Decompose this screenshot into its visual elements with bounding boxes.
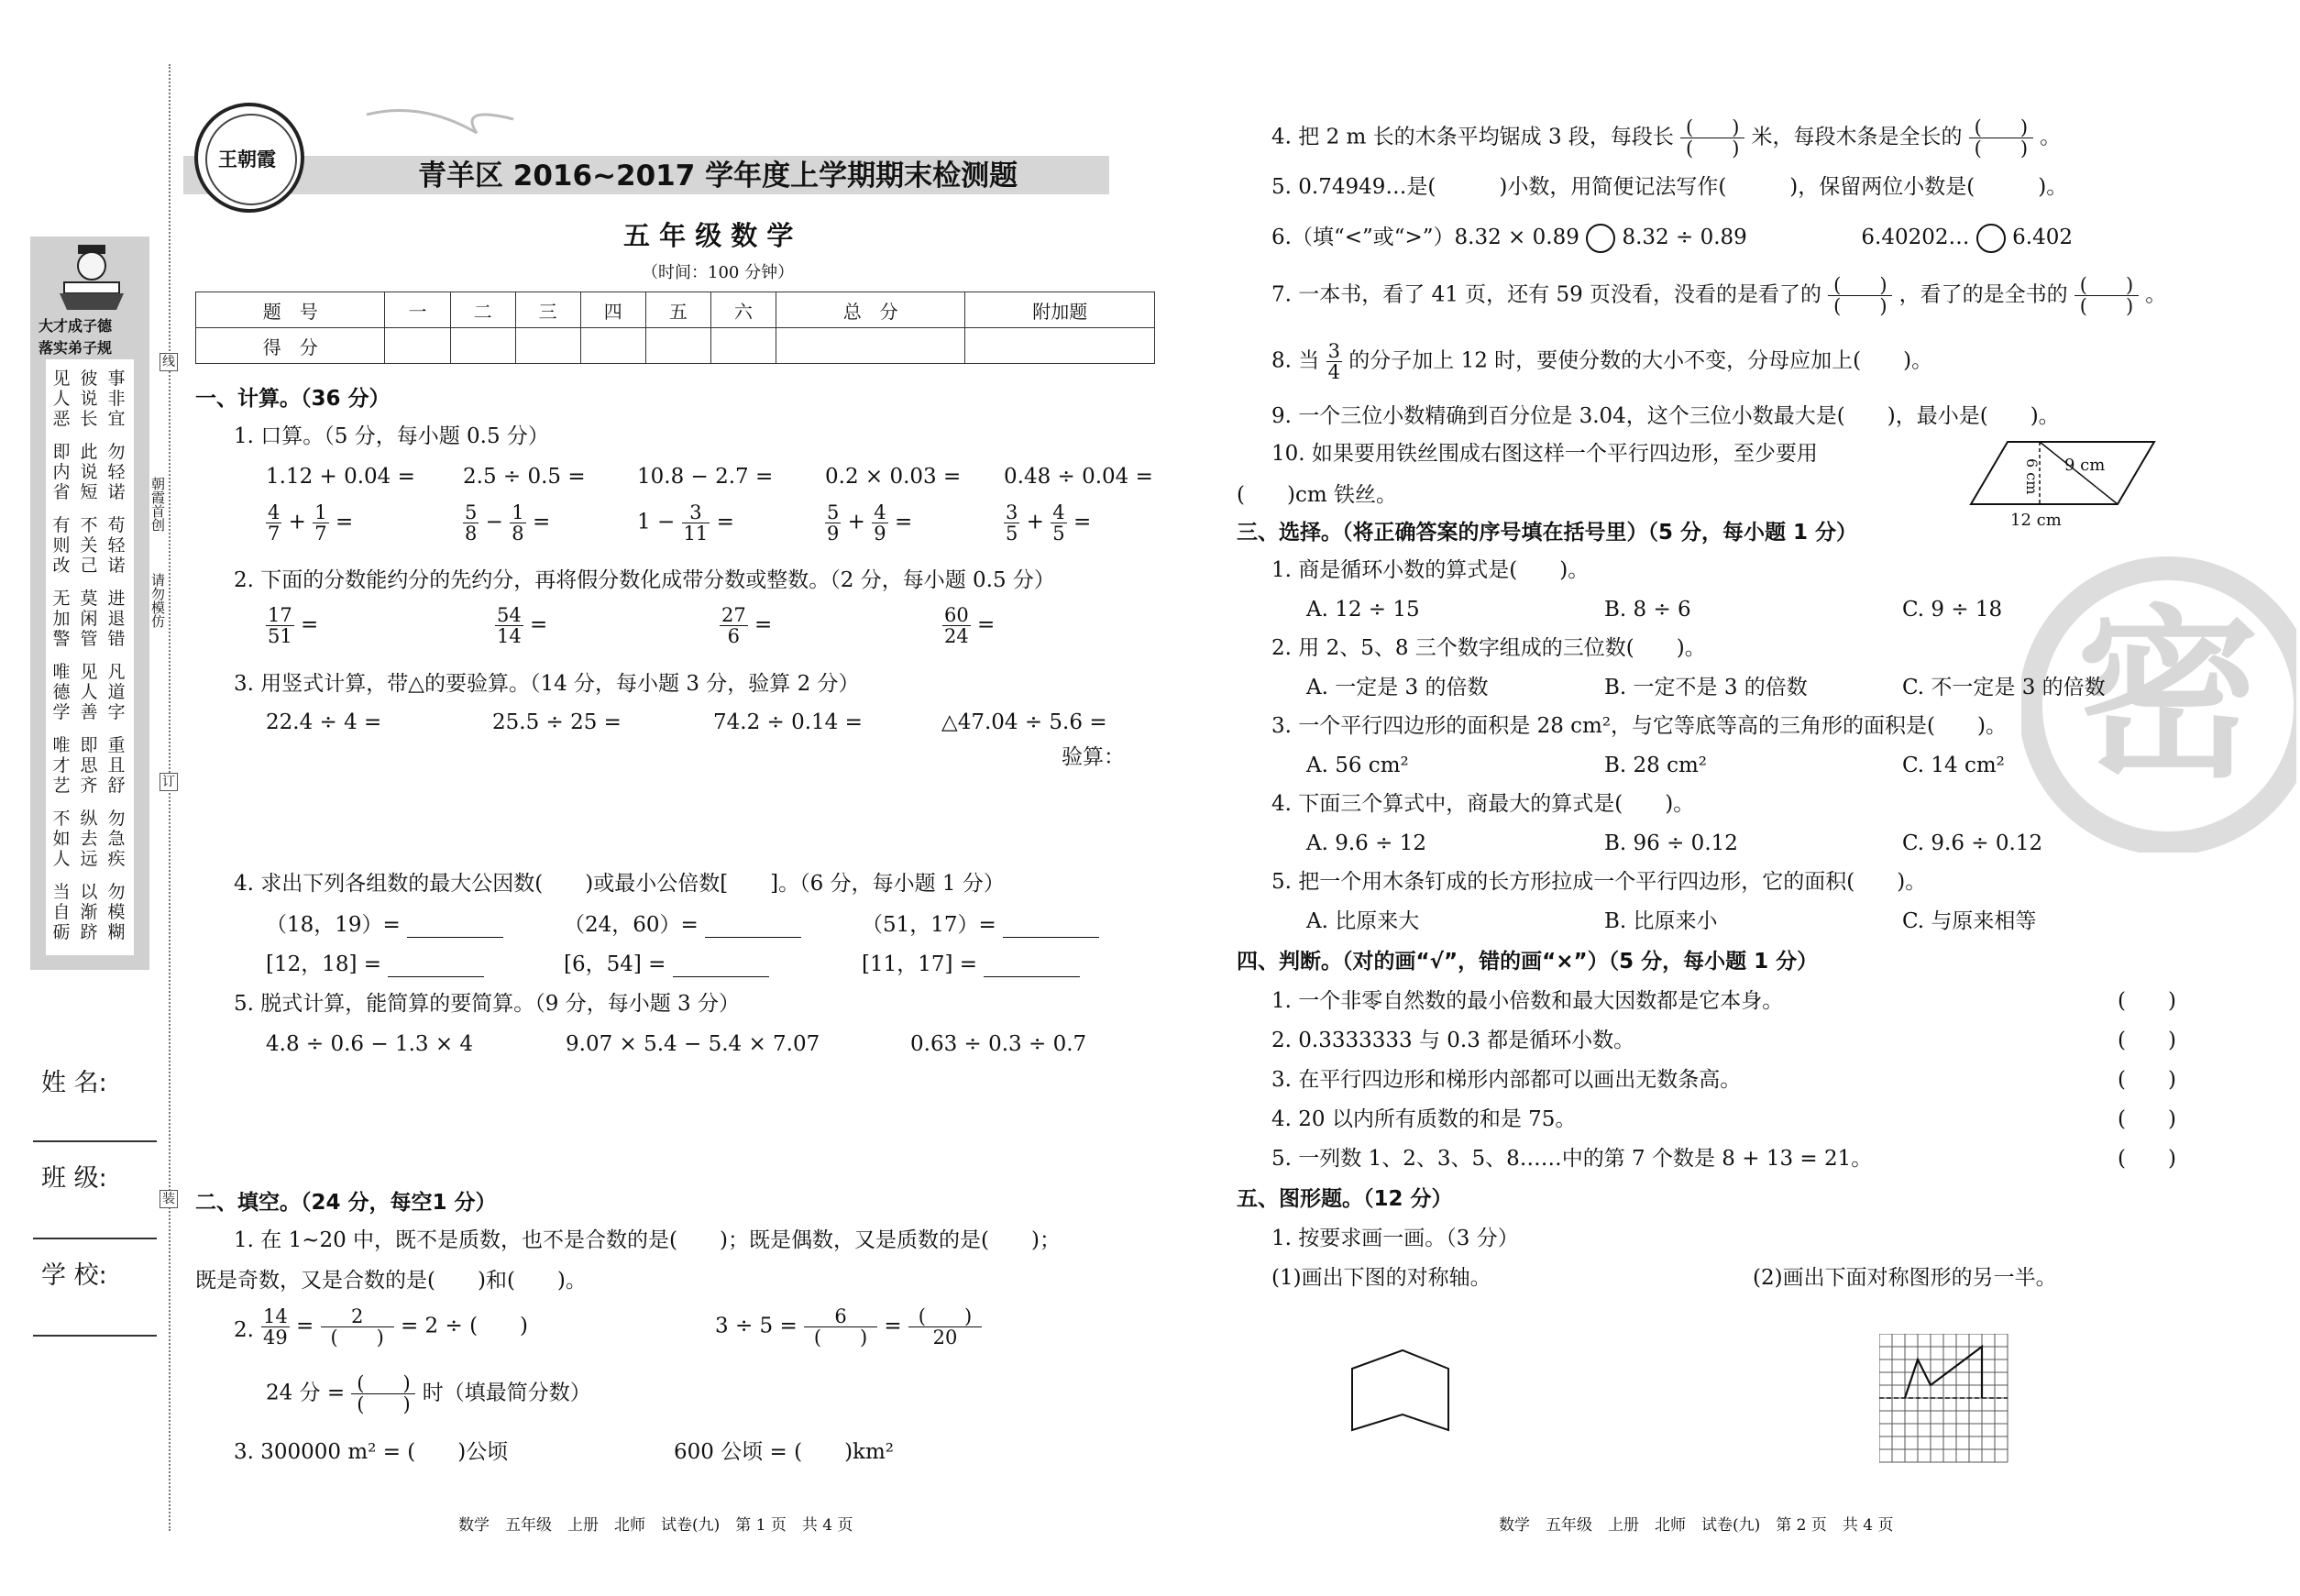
fraction xyxy=(682,502,710,544)
watermark-character: 密 xyxy=(2076,589,2261,803)
choice-option[interactable]: A. 56 cm² xyxy=(1306,754,1409,777)
section-2-title: 二、填空。（24 分，每空1 分） xyxy=(195,1191,497,1215)
choice-question: 1. 商是循环小数的算式是( )。 xyxy=(1271,558,1590,582)
choice-option[interactable]: B. 8 ÷ 6 xyxy=(1604,598,1691,622)
fraction-denominator: 9 xyxy=(827,523,840,545)
vertical-calc-item: 74.2 ÷ 0.14 = xyxy=(713,710,863,734)
vertical-note-2: 请勿模仿 xyxy=(149,573,166,628)
answer-blank[interactable] xyxy=(705,917,801,938)
fraction xyxy=(266,605,294,646)
s2-q5: 5. 0.74949…是( )小数，用简便记法写作( )，保留两位小数是( )。 xyxy=(1271,175,2068,199)
choice-option[interactable]: C. 与原来相等 xyxy=(1902,909,2037,933)
gcd-lcm-expr: [12，18] = xyxy=(266,952,389,976)
equals-sign: = xyxy=(1066,510,1092,534)
answer-blank[interactable] xyxy=(673,956,769,977)
house-shape-figure[interactable] xyxy=(1348,1346,1458,1437)
fraction xyxy=(825,502,841,544)
motto-column: 凡 道 字 xyxy=(107,662,126,722)
score-input-cell[interactable] xyxy=(515,328,580,364)
s1-q1-title: 1. 口算。（5 分，每小题 0.5 分） xyxy=(234,424,549,448)
equals-sign: = xyxy=(970,612,996,637)
s2-q2-expr1: $\frac{14}{49}$ = $\frac{2}{( )}$ = 2 ÷ ( ) xyxy=(263,1305,529,1348)
motto-column: 即 思 齐 xyxy=(80,735,98,796)
score-row-label: 得 分 xyxy=(196,328,385,364)
s1-q4-title: 4. 求出下列各组数的最大公因数( )或最小公倍数[ ]。（6 分，每小题 1 分） xyxy=(234,872,1005,896)
score-input-cell[interactable] xyxy=(580,328,645,364)
choice-question: 4. 下面三个算式中，商最大的算式是( )。 xyxy=(1271,792,1695,816)
choice-option[interactable]: B. 28 cm² xyxy=(1604,754,1708,777)
fraction-numerator: 4 xyxy=(1052,501,1065,523)
fraction-numerator: 5 xyxy=(827,501,840,523)
score-header-cell: 二 xyxy=(450,292,515,328)
s1-q3-title: 3. 用竖式计算，带△的要验算。（14 分，每小题 3 分，验算 2 分） xyxy=(234,672,860,696)
motto-column: 勿 轻 诺 xyxy=(107,442,126,502)
compare-circle-2[interactable] xyxy=(1976,224,2006,253)
motto-column: 进 退 错 xyxy=(107,589,126,649)
fig-label-12cm: 12 cm xyxy=(2010,511,2062,530)
gcd-lcm-item xyxy=(266,952,484,977)
fraction-numerator: 60 xyxy=(944,604,969,626)
vertical-note-1: 朝霞首创 xyxy=(149,477,166,532)
gcd-lcm-expr: （18，19）= xyxy=(266,913,408,937)
motto-top-1: 大才成子德 xyxy=(39,317,113,335)
oral-calc-item: 0.2 × 0.03 = xyxy=(825,465,962,489)
equals-sign: = xyxy=(328,510,354,534)
fraction xyxy=(720,605,748,646)
motto-column: 莫 闲 管 xyxy=(80,589,98,649)
gcd-lcm-item xyxy=(862,952,1080,977)
motto-column: 事 非 宜 xyxy=(107,369,126,429)
motto-column: 以 渐 跻 xyxy=(80,882,98,942)
choice-option[interactable]: B. 比原来小 xyxy=(1604,909,1718,933)
score-input-cell[interactable] xyxy=(450,328,515,364)
vertical-calc-item: 25.5 ÷ 25 = xyxy=(492,710,622,734)
s5-sub1: (1)画出下图的对称轴。 xyxy=(1271,1266,1491,1290)
motto-column: 不 关 己 xyxy=(80,515,98,576)
fraction xyxy=(872,502,887,544)
choice-option[interactable]: A. 一定是 3 的倍数 xyxy=(1306,676,1489,699)
score-header-cell: 六 xyxy=(710,292,776,328)
judge-question: 1. 一个非零自然数的最小倍数和最大因数都是它本身。 xyxy=(1271,989,1784,1013)
equals-sign: = xyxy=(525,510,551,534)
subject-title: 五 年 级 数 学 xyxy=(623,220,794,251)
score-header-cell: 一 xyxy=(385,292,450,328)
s2-q3a: 3. 300000 m² = ( )公顷 xyxy=(234,1440,509,1464)
s2-q8-frac: $\frac{3}{4}$ xyxy=(1327,340,1340,383)
gcd-lcm-expr: [6，54] = xyxy=(564,952,673,976)
vertical-calc-item: △47.04 ÷ 5.6 = xyxy=(941,710,1107,734)
simplify-fraction-item xyxy=(266,605,318,646)
motto-column: 此 说 短 xyxy=(80,442,98,502)
s2-q4-frac1: $\frac{( )}{( )}$ xyxy=(1680,117,1744,159)
fraction-operator: + xyxy=(841,510,873,534)
simplify-fraction-item xyxy=(495,605,547,646)
fraction xyxy=(510,502,525,544)
score-input-cell[interactable] xyxy=(965,328,1155,364)
fraction-numerator: 17 xyxy=(268,604,292,626)
oral-fraction-item xyxy=(637,502,734,544)
score-header-cell: 总 分 xyxy=(776,292,964,328)
score-header-cell: 附加题 xyxy=(965,292,1155,328)
stepwise-calc-item: 9.07 × 5.4 − 5.4 × 7.07 xyxy=(566,1032,820,1056)
stepwise-calc-item: 4.8 ÷ 0.6 − 1.3 × 4 xyxy=(266,1032,474,1056)
score-input-cell[interactable] xyxy=(776,328,964,364)
s2-q2-expr3: 24 分 = $\frac{( )}{( )}$ 时（填最简分数） xyxy=(266,1372,591,1415)
fraction-numerator: 3 xyxy=(1006,501,1018,523)
fraction-denominator: 7 xyxy=(314,523,327,545)
oral-fraction-item xyxy=(825,502,912,544)
choice-option[interactable]: A. 9.6 ÷ 12 xyxy=(1306,831,1426,855)
fraction xyxy=(942,605,971,646)
s2-q3b: 600 公顷 = ( )km² xyxy=(674,1440,895,1464)
oral-fraction-item xyxy=(266,502,353,544)
fraction-denominator: 14 xyxy=(497,625,522,647)
equals-sign: = xyxy=(710,510,734,534)
choice-option[interactable]: C. 9 ÷ 18 xyxy=(1902,598,2003,622)
choice-option[interactable]: B. 96 ÷ 0.12 xyxy=(1604,831,1738,855)
motto-column: 勿 急 疾 xyxy=(107,809,126,869)
motto-column: 重 且 舒 xyxy=(107,735,126,796)
s2-q10-line1: 10. 如果要用铁丝围成右图这样一个平行四边形，至少要用 xyxy=(1271,442,1818,466)
judge-answer-paren[interactable]: ( ) xyxy=(2118,989,2176,1013)
fraction-denominator: 5 xyxy=(1052,523,1065,545)
fraction-prefix: 1 − xyxy=(637,510,682,534)
s2-q9: 9. 一个三位小数精确到百分位是 3.04，这个三位小数最大是( )，最小是( )。 xyxy=(1271,404,2060,428)
fraction xyxy=(495,605,523,646)
motto-column: 即 内 省 xyxy=(52,442,71,502)
score-table-score-row xyxy=(196,328,1155,364)
s2-q2-frac1: $\frac{14}{49}$ xyxy=(263,1305,288,1348)
footer-right: 数学 五年级 上册 北师 试卷(九) 第 2 页 共 4 页 xyxy=(1499,1516,1894,1535)
oral-fraction-item xyxy=(1004,502,1091,544)
motto-column: 见 人 善 xyxy=(80,662,98,722)
oral-calc-item: 2.5 ÷ 0.5 = xyxy=(463,465,586,489)
fraction-denominator: 5 xyxy=(1006,523,1018,545)
motto-top-2: 落实弟子规 xyxy=(39,339,113,357)
score-header-cell: 三 xyxy=(515,292,580,328)
fraction-operator: + xyxy=(1019,510,1051,534)
footer-left: 数学 五年级 上册 北师 试卷(九) 第 1 页 共 4 页 xyxy=(458,1516,853,1535)
fig-label-9cm: 9 cm xyxy=(2064,456,2106,475)
s1-q3-check: 验算： xyxy=(1062,745,1125,769)
score-header-cell: 题 号 xyxy=(196,292,385,328)
choice-question: 3. 一个平行四边形的面积是 28 cm²，与它等底等高的三角形的面积是( )。 xyxy=(1271,714,2008,738)
brand-logo xyxy=(194,103,304,213)
motto-column: 苟 轻 诺 xyxy=(107,515,126,576)
school-label: 学 校: xyxy=(41,1261,107,1290)
s1-q2-title: 2. 下面的分数能约分的先约分，再将假分数化成带分数或整数。（2 分，每小题 0.5 分） xyxy=(234,568,1055,592)
s2-q6: 6.（填“<”或“>”）8.32 × 0.89 8.32 ÷ 0.89 6.40202… 6.402 xyxy=(1271,224,2073,253)
logo-text: 王朝霞 xyxy=(218,148,276,171)
oral-calc-item: 10.8 − 2.7 = xyxy=(637,465,774,489)
s2-q1-line2: 既是奇数，又是合数的是( )和( )。 xyxy=(195,1269,587,1293)
choice-option[interactable]: C. 14 cm² xyxy=(1902,754,2005,777)
fraction xyxy=(1004,502,1019,544)
score-header-cell: 四 xyxy=(580,292,645,328)
motto-column: 唯 才 艺 xyxy=(52,735,71,796)
binding-line xyxy=(169,64,171,1531)
fraction-numerator: 3 xyxy=(682,502,710,523)
s2-q1-line1: 1. 在 1~20 中，既不是质数，也不是合数的是( )；既是偶数，又是质数的是( )； xyxy=(234,1228,1061,1252)
s5-sub2: (2)画出下面对称图形的另一半。 xyxy=(1753,1266,2057,1290)
choice-option[interactable]: C. 9.6 ÷ 0.12 xyxy=(1902,831,2043,855)
school-field[interactable] xyxy=(33,1335,157,1337)
fraction xyxy=(313,502,328,544)
fraction-operator: − xyxy=(479,510,511,534)
judge-answer-paren[interactable]: ( ) xyxy=(2118,1107,2176,1131)
fraction xyxy=(463,502,479,544)
choice-option[interactable]: B. 一定不是 3 的倍数 xyxy=(1604,676,1808,699)
seal-mark-3: 装 xyxy=(160,1190,178,1208)
seal-mark-2: 订 xyxy=(160,773,178,791)
fig-label-6cm: 6 cm xyxy=(2023,458,2041,495)
fraction xyxy=(1051,502,1066,544)
motto-column: 纵 去 远 xyxy=(80,809,98,869)
choice-question: 5. 把一个用木条钉成的长方形拉成一个平行四边形，它的面积( )。 xyxy=(1271,870,1927,894)
fraction-operator: + xyxy=(281,510,314,534)
motto-column: 勿 模 糊 xyxy=(107,882,126,942)
score-table xyxy=(195,292,1155,364)
s2-q8: 8. 当 $\frac{3}{4}$ 的分子加上 12 时，要使分数的大小不变，分母应加上( )。 xyxy=(1271,340,1933,383)
fraction-denominator: 51 xyxy=(268,625,292,647)
scholar-illustration xyxy=(50,240,133,312)
answer-blank[interactable] xyxy=(407,917,503,938)
equals-sign: = xyxy=(293,612,319,637)
choice-option[interactable]: C. 不一定是 3 的倍数 xyxy=(1902,676,2106,699)
fraction-denominator: 11 xyxy=(683,523,709,545)
equals-sign: = xyxy=(747,612,773,637)
gcd-lcm-item xyxy=(564,952,769,977)
stepwise-calc-item: 0.63 ÷ 0.3 ÷ 0.7 xyxy=(910,1032,1087,1056)
simplify-fraction-item xyxy=(942,605,995,646)
gcd-lcm-expr: （51，17）= xyxy=(862,913,1004,937)
motto-column: 无 加 警 xyxy=(52,589,71,649)
score-header-cell: 五 xyxy=(645,292,710,328)
s2-q2-frac2: $\frac{2}{( )}$ xyxy=(321,1306,394,1348)
fraction-denominator: 8 xyxy=(465,523,478,545)
score-input-cell[interactable] xyxy=(645,328,710,364)
answer-blank[interactable] xyxy=(984,956,1080,977)
judge-answer-paren[interactable]: ( ) xyxy=(2118,1147,2176,1171)
motto-column: 见 人 恶 xyxy=(52,369,71,429)
section-4-title: 四、判断。（对的画“√”，错的画“×”）（5 分，每小题 1 分） xyxy=(1237,950,1819,974)
score-input-cell[interactable] xyxy=(710,328,776,364)
s2-q2-frac5: $\frac{( )}{( )}$ xyxy=(351,1373,415,1414)
parallelogram-figure xyxy=(1962,431,2163,532)
answer-blank[interactable] xyxy=(1003,917,1099,938)
s2-q10-line2: ( )cm 铁丝。 xyxy=(1237,483,1397,507)
vertical-calc-item: 22.4 ÷ 4 = xyxy=(266,710,382,734)
fraction-denominator: 24 xyxy=(944,625,969,647)
name-label: 姓 名: xyxy=(41,1069,107,1097)
fraction-denominator: 9 xyxy=(874,523,886,545)
symmetry-grid-figure[interactable] xyxy=(1879,1334,2012,1467)
fraction-numerator: 27 xyxy=(721,604,746,626)
section-1-title: 一、计算。（36 分） xyxy=(195,387,391,411)
oral-fraction-item xyxy=(463,502,550,544)
gcd-lcm-item xyxy=(862,912,1099,938)
s2-q2-frac4: $\frac{( )}{20}$ xyxy=(908,1306,982,1348)
motto-column: 彼 说 长 xyxy=(80,369,98,429)
fraction-numerator: 4 xyxy=(268,501,281,523)
s1-q5-title: 5. 脱式计算，能简算的要简算。（9 分，每小题 3 分） xyxy=(234,992,740,1016)
simplify-fraction-item xyxy=(720,605,772,646)
compare-circle-1[interactable] xyxy=(1586,224,1615,253)
s2-q2-lead: 2. xyxy=(234,1318,254,1342)
s2-q2-tail: = 2 ÷ ( ) xyxy=(400,1314,529,1338)
fraction-numerator: 5 xyxy=(465,501,478,523)
choice-option[interactable]: A. 12 ÷ 15 xyxy=(1306,598,1420,622)
s5-q1: 1. 按要求画一画。（3 分） xyxy=(1271,1227,1519,1250)
fraction-denominator: 7 xyxy=(268,523,281,545)
s2-q7-frac2: $\frac{( )}{( )}$ xyxy=(2074,275,2139,316)
gcd-lcm-item xyxy=(564,912,801,938)
exam-time: （时间：100 分钟） xyxy=(642,263,795,282)
s2-q2-expr2: 3 ÷ 5 = $\frac{6}{( )}$ = $\frac{( )}{20}$ xyxy=(715,1306,982,1348)
section-5-title: 五、图形题。（12 分） xyxy=(1237,1187,1453,1211)
judge-question: 5. 一列数 1、2、3、5、8……中的第 7 个数是 8 + 13 = 21。 xyxy=(1271,1147,1873,1171)
exam-title: 青羊区 2016~2017 学年度上学期期末检测题 xyxy=(418,160,1018,193)
judge-question: 2. 0.3333333 与 0.3 都是循环小数。 xyxy=(1271,1029,1635,1052)
fraction-numerator: 1 xyxy=(314,501,327,523)
motto-column: 唯 德 学 xyxy=(52,662,71,722)
s2-q7-frac1: $\frac{( )}{( )}$ xyxy=(1828,275,1892,316)
fraction-denominator: 8 xyxy=(512,523,524,545)
fraction-numerator: 4 xyxy=(874,501,886,523)
judge-answer-paren[interactable]: ( ) xyxy=(2118,1068,2176,1092)
judge-question: 3. 在平行四边形和梯形内部都可以画出无数条高。 xyxy=(1271,1068,1742,1092)
fraction-numerator: 54 xyxy=(497,604,522,626)
answer-blank[interactable] xyxy=(388,956,484,977)
judge-answer-paren[interactable]: ( ) xyxy=(2118,1029,2176,1052)
class-field[interactable] xyxy=(33,1238,157,1239)
name-field[interactable] xyxy=(33,1140,157,1142)
motto-column: 不 如 人 xyxy=(52,809,71,869)
score-input-cell[interactable] xyxy=(385,328,450,364)
fraction-numerator: 1 xyxy=(512,501,524,523)
gcd-lcm-expr: [11，17] = xyxy=(862,952,985,976)
s2-q4: 4. 把 2 m 长的木条平均锯成 3 段，每段长 $\frac{( )}{( )}$ 米，每段木条是全长的 $\frac{( )}{( )}$ 。 xyxy=(1271,116,2062,160)
gcd-lcm-item xyxy=(266,912,503,938)
section-3-title: 三、选择。（将正确答案的序号填在括号里）（5 分，每小题 1 分） xyxy=(1237,521,1858,545)
gcd-lcm-expr: （24，60）= xyxy=(564,913,706,937)
s2-q2-frac3: $\frac{6}{( )}$ xyxy=(804,1306,877,1348)
fraction xyxy=(266,502,281,544)
oral-calc-item: 0.48 ÷ 0.04 = xyxy=(1004,465,1153,489)
score-table-header-row xyxy=(196,292,1155,328)
class-label: 班 级: xyxy=(41,1164,107,1193)
fraction-denominator: 6 xyxy=(727,625,741,647)
s2-q7: 7. 一本书，看了 41 页，还有 59 页没看，没看的是看了的 $\frac{( )}{( )}$ ，看了的是全书的 $\frac{( )}{( )}$ 。 xyxy=(1271,274,2167,317)
choice-question: 2. 用 2、5、8 三个数字组成的三位数( )。 xyxy=(1271,636,1706,660)
judge-question: 4. 20 以内所有质数的和是 75。 xyxy=(1271,1107,1577,1131)
s2-q4-frac2: $\frac{( )}{( )}$ xyxy=(1969,117,2033,159)
motto-column: 当 自 砺 xyxy=(52,882,71,942)
equals-sign: = xyxy=(887,510,913,534)
equals-sign: = xyxy=(523,612,548,637)
oral-calc-item: 1.12 + 0.04 = xyxy=(266,465,415,489)
seal-mark-1: 线 xyxy=(160,353,178,371)
motto-column: 有 则 改 xyxy=(52,515,71,576)
choice-option[interactable]: A. 比原来大 xyxy=(1306,909,1420,933)
